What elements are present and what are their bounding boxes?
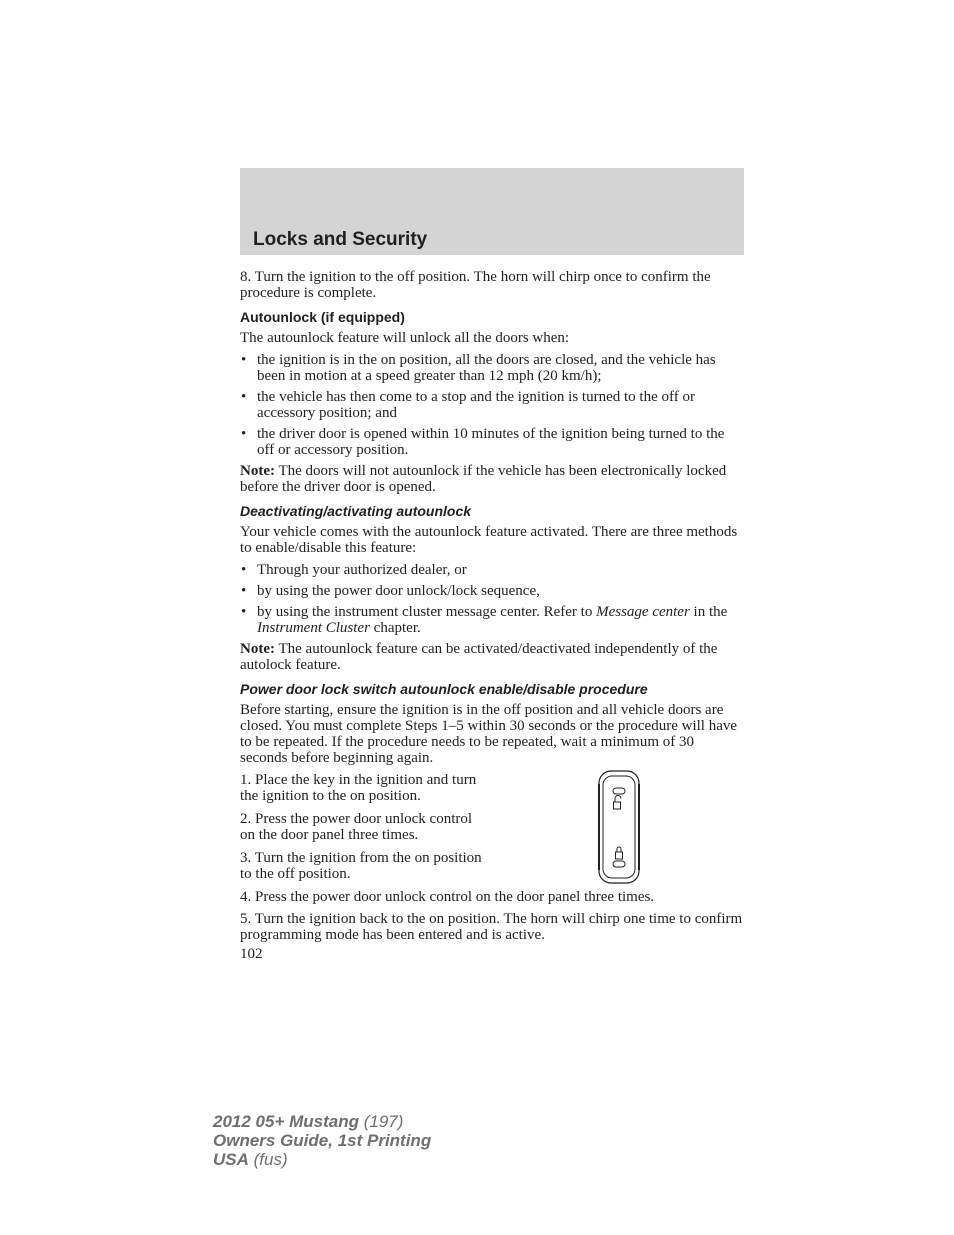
footer-line-guide <box>213 1131 431 1150</box>
cross-reference-instrument-cluster: Instrument Cluster <box>257 620 370 636</box>
list-item: • the vehicle has then come to a stop and the ignition is turned to the off or accessory position; and <box>240 389 744 421</box>
list-item: • by using the power door unlock/lock sequence, <box>240 583 744 599</box>
page-number: 102 <box>240 946 263 962</box>
section-header-band <box>240 168 744 255</box>
text-run: by using the instrument cluster message center. Refer to <box>257 604 597 620</box>
note-label: Note: <box>240 641 275 657</box>
note-label: Note: <box>240 463 275 479</box>
autounlock-conditions-list <box>240 352 744 458</box>
footer-guide: Owners Guide, 1st Printing <box>213 1131 432 1150</box>
list-item: • Through your authorized dealer, or <box>240 562 744 578</box>
footer-market-code: (fus) <box>248 1150 288 1169</box>
deactivating-intro: Your vehicle comes with the autounlock feature activated. There are three methods to enable/disable this feature: <box>240 524 738 556</box>
footer-print-info <box>213 1112 431 1169</box>
footer-model-code: (197) <box>359 1112 404 1131</box>
note-text: The doors will not autounlock if the vehicle has been electronically locked before the driver door is opened. <box>240 463 727 495</box>
step-8-paragraph: 8. Turn the ignition to the off position. The horn will chirp once to confirm the procedure is complete. <box>240 269 711 301</box>
door-lock-switch-illustration <box>594 770 644 884</box>
methods-list <box>240 562 744 636</box>
autounlock-intro: The autounlock feature will unlock all the doors when: <box>240 330 570 346</box>
steps-with-figure <box>240 772 744 882</box>
deactivating-note <box>240 641 744 673</box>
step-4: 4. Press the power door unlock control on the door panel three times. <box>240 889 655 905</box>
procedure-intro: Before starting, ensure the ignition is in the off position and all vehicle doors are closed. You must complete Steps 1–5 within 30 seconds or the procedure will have to be repeated. If the procedure needs to be repeated, wait a minimum of 30 seconds before beginning again. <box>240 702 738 766</box>
autounlock-heading: Autounlock (if equipped) <box>240 309 405 325</box>
step-3: 3. Turn the ignition from the on position to the off position. <box>240 850 482 882</box>
list-item: • the driver door is opened within 10 minutes of the ignition being turned to the off or accessory position. <box>240 426 744 458</box>
step-2: 2. Press the power door unlock control on the door panel three times. <box>240 811 473 843</box>
footer-line-model <box>213 1112 431 1131</box>
autounlock-note <box>240 463 744 495</box>
section-title: Locks and Security <box>253 229 428 250</box>
footer-market: USA <box>213 1150 249 1169</box>
unlock-icon <box>613 788 625 809</box>
text-run: chapter. <box>369 620 421 636</box>
list-item <box>240 604 744 636</box>
lock-icon <box>613 847 625 867</box>
list-item: • the ignition is in the on position, all the doors are closed, and the vehicle has been in motion at a speed greater than 12 mph (20 km/h); <box>240 352 744 384</box>
footer-model: 2012 05+ Mustang <box>213 1112 359 1131</box>
deactivating-heading: Deactivating/activating autounlock <box>240 503 472 519</box>
footer-line-market <box>213 1150 431 1169</box>
steps-column <box>240 772 490 882</box>
page-content <box>240 269 744 962</box>
text-run: in the <box>689 604 728 620</box>
note-text: The autounlock feature can be activated/deactivated independently of the autolock feature. <box>240 641 718 673</box>
procedure-heading: Power door lock switch autounlock enable/disable procedure <box>240 681 648 697</box>
step-1: 1. Place the key in the ignition and turn the ignition to the on position. <box>240 772 477 804</box>
step-5: 5. Turn the ignition back to the on position. The horn will chirp one time to confirm programming mode has been entered and is active. <box>240 911 743 943</box>
cross-reference-message-center: Message center <box>596 604 690 620</box>
